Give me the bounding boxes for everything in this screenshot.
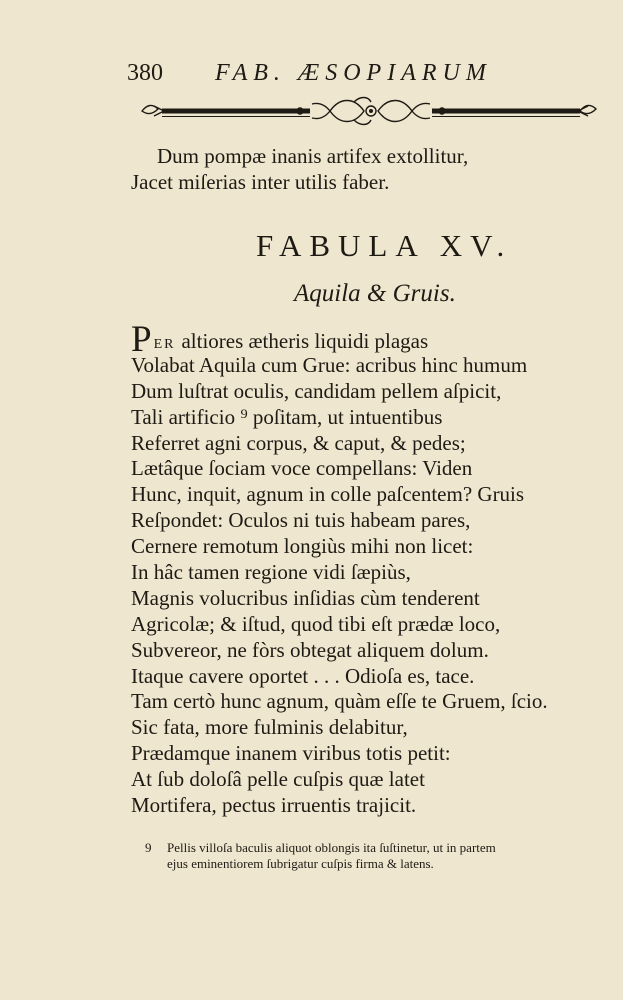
verse-line: Agricolæ; & iſtud, quod tibi eſt prædæ loco, bbox=[131, 611, 501, 636]
verse-line: Mortifera, pectus irruentis trajicit. bbox=[131, 793, 417, 818]
verse-line: Referret agni corpus, & caput, & pedes; bbox=[131, 430, 466, 455]
running-title: FAB. ÆSOPIARUM bbox=[215, 60, 492, 86]
verse-line: In hâc tamen regione vidi ſæpiùs, bbox=[131, 560, 411, 585]
verse-line: At ſub doloſâ pelle cuſpis quæ latet bbox=[131, 767, 425, 792]
smallcaps-text: ER bbox=[153, 337, 176, 352]
verse-line-first bbox=[131, 319, 548, 360]
verse-line: Dum luſtrat oculis, candidam pellem aſpicit, bbox=[131, 378, 502, 403]
footnote-line bbox=[145, 840, 615, 856]
verse-line: Volabat Aquila cum Grue: acribus hinc humum bbox=[131, 352, 528, 377]
verse-line: Itaque cavere oportet . . . Odioſa es, tace. bbox=[131, 663, 475, 688]
verse-line: Jacet miſerias inter utilis faber. bbox=[131, 170, 390, 194]
verse-line: Tam certò hunc agnum, quàm eſſe te Gruem, ſcio. bbox=[131, 689, 548, 714]
verse-line: Hunc, inquit, agnum in colle paſcentem? Gruis bbox=[131, 482, 525, 507]
verse-line: Lætâque ſociam voce compellans: Viden bbox=[131, 456, 473, 481]
fable-verse bbox=[131, 319, 548, 819]
footnote bbox=[145, 840, 615, 872]
verse-line: Dum pompæ inanis artifex extollitur, bbox=[157, 144, 469, 168]
verse-line-text: altiores ætheris liquidi plagas bbox=[181, 329, 429, 353]
verse-line: Magnis volucribus inſidias cùm tenderent bbox=[131, 585, 480, 610]
verse-line: Prædamque inanem viribus totis petit: bbox=[131, 741, 451, 766]
verse-line: Sic fata, more fulminis delabitur, bbox=[131, 715, 408, 740]
verse-line: Cernere remotum longiùs mihi non licet: bbox=[131, 534, 474, 559]
running-head bbox=[127, 58, 547, 88]
footnote-line: ejus eminentiorem ſubrigatur cuſpis firma & latens. bbox=[167, 856, 434, 871]
footnote-text: Pellis villoſa baculis aliquot oblongis ita ſuſtinetur, ut in partem bbox=[167, 840, 496, 855]
verse-line: Tali artificio ⁹ poſitam, ut intuentibus bbox=[131, 404, 443, 429]
intro-verse bbox=[131, 143, 468, 195]
verse-line: Subvereor, ne fòrs obtegat aliquem dolum. bbox=[131, 637, 489, 662]
drop-cap: P bbox=[131, 319, 152, 360]
fable-heading: FABULA XV. bbox=[256, 228, 513, 263]
footnote-mark: 9 bbox=[145, 840, 152, 855]
page-number: 380 bbox=[127, 60, 163, 86]
verse-line: Reſpondet: Oculos ni tuis habeam pares, bbox=[131, 508, 471, 533]
fleuron-rule-icon bbox=[140, 94, 602, 128]
fable-subtitle: Aquila & Gruis. bbox=[294, 280, 456, 307]
